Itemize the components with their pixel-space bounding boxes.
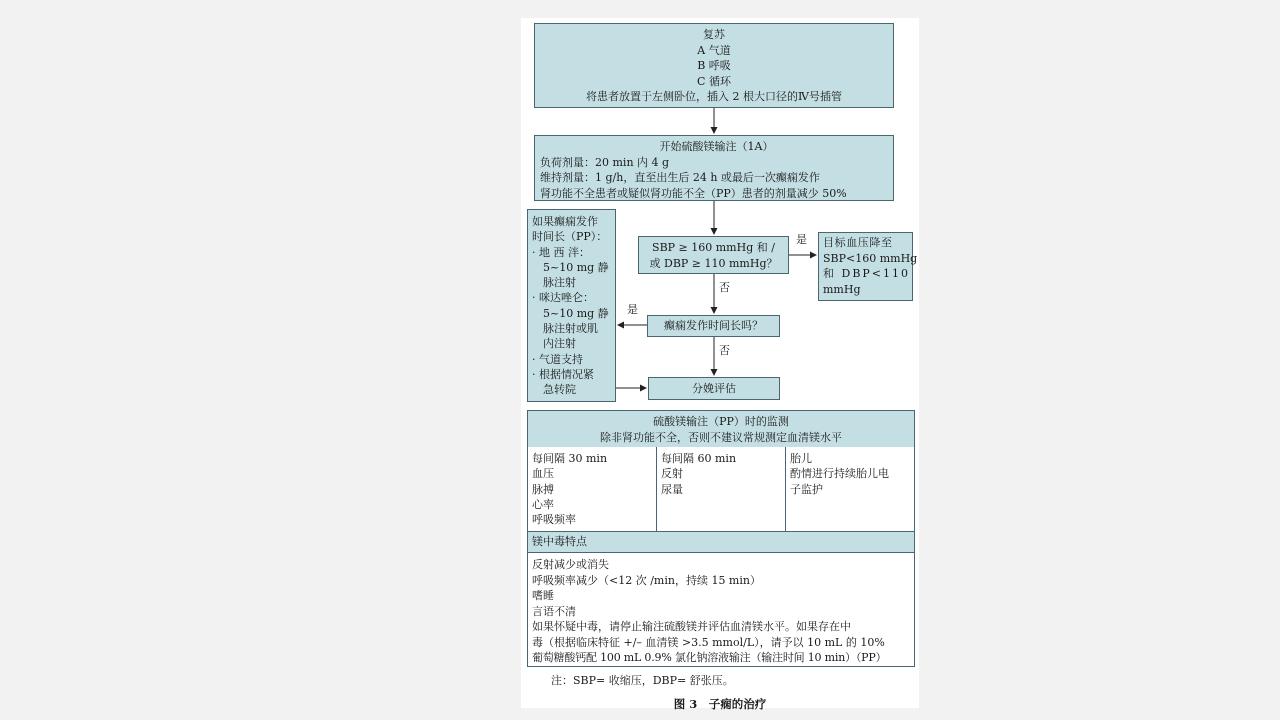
long-seizure-line: 5~10 mg 静 (532, 260, 609, 274)
toxicity-line: 如果怀疑中毒，请停止输注硫酸镁并评估血清镁水平。如果存在中 (532, 620, 851, 633)
long-seizure-line: · 气道支持 (532, 352, 583, 366)
abbreviation-note: 注：SBP= 收缩压，DBP= 舒张压。 (551, 674, 734, 687)
seizure-duration-text: 癫痫发作时间长吗？ (664, 319, 763, 332)
mgso4-start-title: 开始硫酸镁输注（1A） (659, 140, 774, 153)
circulation-line: C 循环 (697, 74, 731, 88)
toxicity-line: 言语不清 (532, 604, 576, 618)
monitoring-subtitle: 除非肾功能不全，否则不建议常规测定血清镁水平 (600, 430, 842, 444)
long-seizure-line: 5~10 mg 静 (532, 306, 609, 320)
monitoring-item: 每间隔 60 min (661, 452, 737, 465)
monitoring-item: 胎儿 (790, 452, 812, 465)
long-seizure-line: · 根据情况紧 (532, 367, 594, 381)
toxicity-line: 葡萄糖酸钙配 100 mL 0.9% 氯化钠溶液输注（输注时间 10 min）（PP） (532, 651, 887, 664)
toxicity-line: 反射减少或消失 (532, 558, 609, 571)
monitoring-item: 子监护 (790, 482, 823, 496)
toxicity-title: 镁中毒特点 (532, 535, 587, 548)
monitoring-col-60min (657, 447, 786, 531)
bp-target-line: 和 DBP<110 (823, 267, 911, 280)
monitoring-item: 心率 (532, 497, 554, 511)
bp-target-line: mmHg (823, 282, 861, 296)
toxicity-header (527, 531, 915, 553)
monitoring-item: 脉搏 (532, 482, 554, 496)
monitoring-item: 尿量 (661, 482, 683, 496)
renal-dose: 肾功能不全患者或疑似肾功能不全（PP）患者的剂量减少 50% (540, 186, 847, 200)
monitoring-item: 血压 (532, 467, 554, 481)
long-seizure-line: 内注射 (532, 337, 576, 351)
bp-target-line: SBP<160 mmHg (823, 251, 918, 265)
yes-label-bp: 是 (796, 233, 807, 246)
toxicity-line: 呼吸频率减少（<12 次 /min，持续 15 min） (532, 573, 761, 587)
monitoring-item: 反射 (661, 467, 683, 481)
flow-arrows (521, 18, 919, 418)
maintenance-dose: 维持剂量：1 g/h，直至出生后 24 h 或最后一次癫痫发作 (540, 171, 820, 184)
toxicity-line: 嗜睡 (532, 589, 554, 602)
long-seizure-line: · 地 西 泮： (532, 245, 590, 259)
bp-target-line: 目标血压降至 (823, 236, 893, 249)
long-seizure-line: 急转院 (532, 383, 576, 397)
long-seizure-line: 脉注射 (532, 276, 576, 290)
monitoring-item: 每间隔 30 min (532, 452, 608, 465)
long-seizure-line: 脉注射或肌 (532, 322, 598, 336)
figure-caption: 图 3 子痫的治疗 (673, 697, 767, 711)
no-label-seizure: 否 (719, 344, 730, 357)
airway-line: A 气道 (697, 43, 731, 57)
bp-check-line: SBP ≥ 160 mmHg 和 / (652, 241, 775, 254)
monitoring-item: 呼吸频率 (532, 513, 576, 527)
monitoring-body (527, 447, 915, 532)
position-line: 将患者放置于左侧卧位，插入 2 根大口径的Ⅳ号插管 (586, 90, 842, 103)
monitoring-header (527, 410, 915, 448)
long-seizure-line: 如果癫痫发作 (532, 215, 598, 228)
resuscitation-title: 复苏 (703, 28, 725, 41)
no-label-bp: 否 (719, 281, 730, 294)
toxicity-line: 毒（根据临床特征 +/– 血清镁 >3.5 mmol/L），请予以 10 mL 的 10% (532, 635, 885, 649)
monitoring-col-30min (528, 447, 657, 531)
monitoring-title: 硫酸镁输注（PP）时的监测 (653, 415, 789, 428)
figure-page (521, 18, 919, 711)
monitoring-item: 酌情进行持续胎儿电 (790, 467, 889, 481)
bp-check-line: 或 DBP ≥ 110 mmHg？ (649, 256, 778, 270)
breathing-line: B 呼吸 (697, 59, 731, 72)
toxicity-body (527, 552, 915, 667)
yes-label-seizure: 是 (627, 303, 638, 316)
long-seizure-line: 时间长（PP）： (532, 230, 608, 244)
delivery-assessment-text: 分娩评估 (692, 382, 736, 395)
long-seizure-line: · 咪达唑仑： (532, 291, 594, 305)
monitoring-col-fetus (786, 447, 914, 531)
loading-dose: 负荷剂量：20 min 内 4 g (540, 155, 670, 169)
